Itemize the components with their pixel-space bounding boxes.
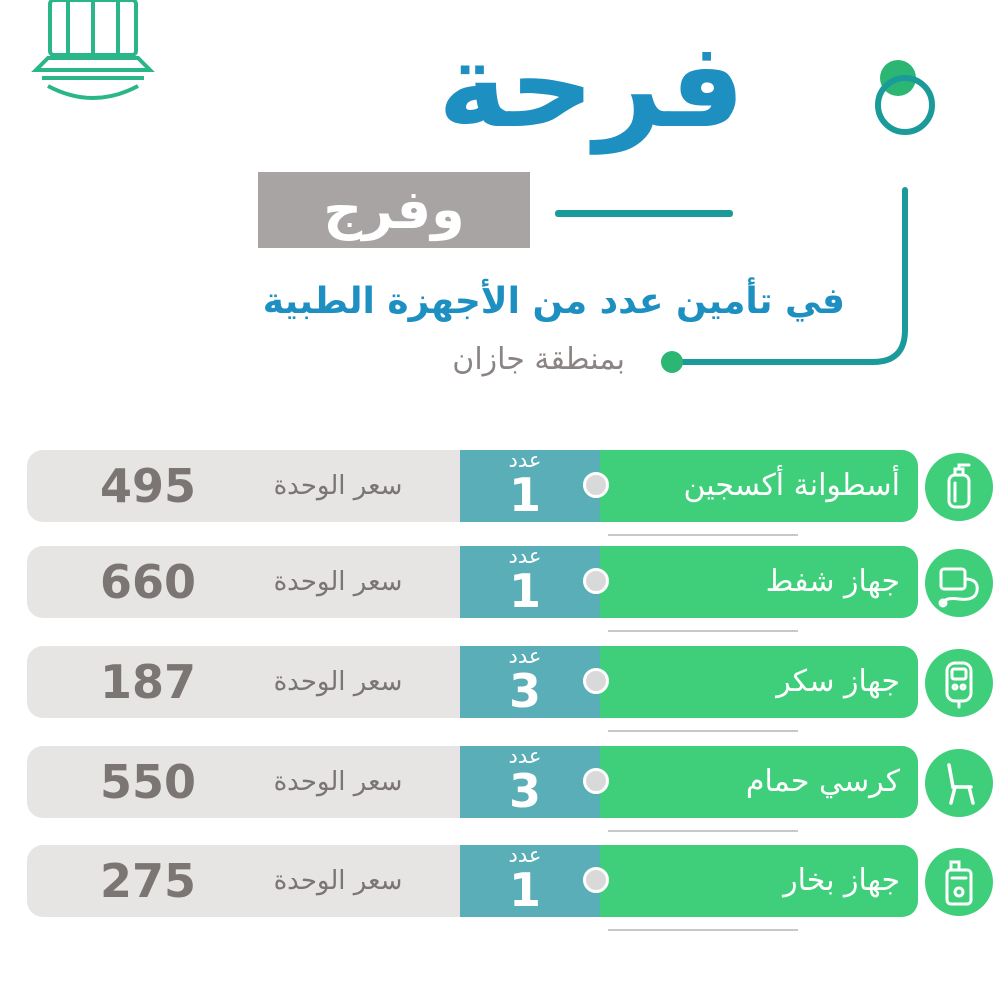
- separator-dot: [583, 668, 609, 694]
- separator-dot: [583, 768, 609, 794]
- unit-price-label: سعر الوحدة: [273, 767, 403, 797]
- item-name: كرسي حمام: [745, 764, 900, 799]
- row-underline: [608, 830, 798, 832]
- quantity-value: 1: [508, 863, 541, 917]
- unit-price: 660: [100, 555, 197, 609]
- oxygen-cylinder-icon: [925, 453, 993, 521]
- quantity-label: عدد: [508, 744, 542, 768]
- unit-price-label: سعر الوحدة: [273, 866, 403, 896]
- item-row: [0, 845, 1000, 925]
- item-name: أسطوانة أكسجين: [683, 468, 900, 503]
- separator-dot: [583, 568, 609, 594]
- unit-price-label: سعر الوحدة: [273, 471, 403, 501]
- row-underline: [608, 630, 798, 632]
- quantity-label: عدد: [508, 644, 542, 668]
- quantity-value: 3: [508, 664, 541, 718]
- bath-chair-icon: [925, 749, 993, 817]
- row-underline: [608, 730, 798, 732]
- suction-device-icon: [925, 549, 993, 617]
- unit-price: 275: [100, 854, 197, 908]
- item-row: [0, 450, 1000, 530]
- subtitle-line1: في تأمين عدد من الأجهزة الطبية: [262, 281, 845, 322]
- subtitle-line2: بمنطقة جازان: [452, 342, 625, 377]
- lantern-icon: [28, 0, 158, 110]
- item-name: جهاز شفط: [765, 564, 900, 599]
- unit-price-label: سعر الوحدة: [273, 667, 403, 697]
- glucose-meter-icon: [925, 649, 993, 717]
- item-row: [0, 646, 1000, 726]
- unit-price: 495: [100, 459, 197, 513]
- quantity-label: عدد: [508, 843, 542, 867]
- item-name: جهاز بخار: [783, 863, 900, 898]
- quantity-value: 1: [508, 468, 541, 522]
- main-title: فرحة: [437, 16, 745, 154]
- separator-dot: [583, 472, 609, 498]
- item-row: [0, 746, 1000, 826]
- item-name: جهاز سكر: [776, 664, 900, 699]
- quantity-value: 1: [508, 564, 541, 618]
- subtitle-box-text: وفرج: [323, 178, 465, 241]
- unit-price: 187: [100, 655, 197, 709]
- quantity-value: 3: [508, 764, 541, 818]
- quantity-label: عدد: [508, 448, 542, 472]
- nebulizer-icon: [925, 848, 993, 916]
- item-row: [0, 546, 1000, 626]
- accent-line: [555, 210, 733, 217]
- quantity-label: عدد: [508, 544, 542, 568]
- row-underline: [608, 929, 798, 931]
- separator-dot: [583, 867, 609, 893]
- unit-price: 550: [100, 755, 197, 809]
- row-underline: [608, 534, 798, 536]
- unit-price-label: سعر الوحدة: [273, 567, 403, 597]
